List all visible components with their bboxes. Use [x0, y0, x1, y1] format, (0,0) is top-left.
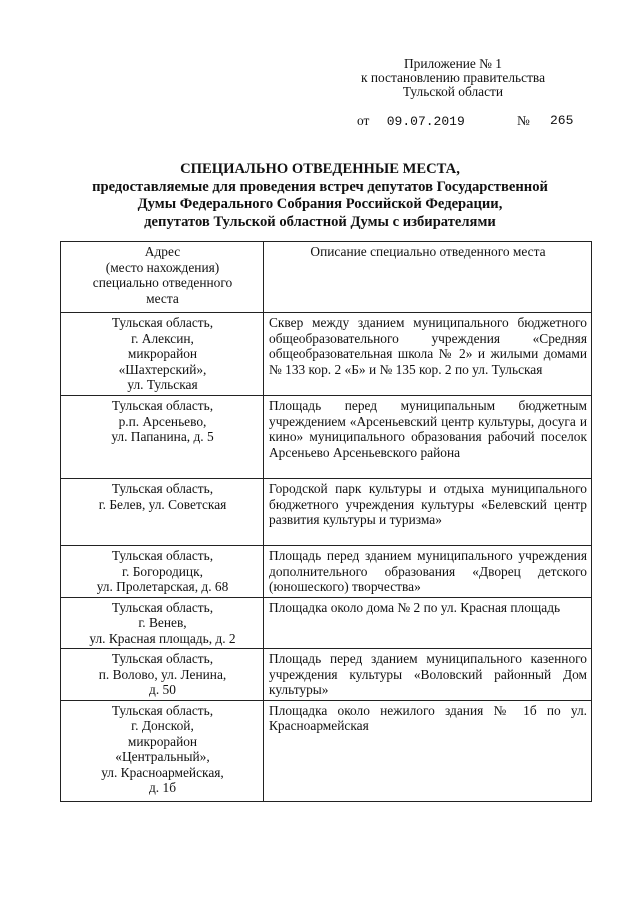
address-line: «Центральный», — [115, 749, 210, 764]
header-address-line: Адрес — [144, 244, 181, 259]
address-line: г. Донской, — [131, 718, 194, 733]
address-cell — [61, 597, 264, 649]
places-table — [60, 241, 592, 802]
address-line: п. Волово, ул. Ленина, — [98, 666, 227, 682]
table-row — [61, 546, 592, 598]
header-address-line: места — [146, 290, 179, 306]
address-line: ул. Пролетарская, д. 68 — [96, 579, 229, 594]
appendix-line: к постановлению правительства — [360, 70, 546, 85]
address-line: Тульская область, — [111, 481, 214, 496]
title-line: СПЕЦИАЛЬНО ОТВЕДЕННЫЕ МЕСТА, — [180, 161, 460, 177]
address-cell — [61, 479, 264, 546]
address-line: д. 50 — [149, 682, 176, 697]
address-line: г. Богородицк, — [122, 563, 203, 579]
description-cell: Площадь перед зданием муниципального казенного учреждения культуры «Воловский районный Дом культуры» — [264, 649, 592, 701]
table-header-row — [61, 242, 592, 313]
header-address-line: специально отведенного — [92, 275, 233, 290]
title-line: Думы Федерального Собрания Российской Федерации, — [137, 196, 503, 212]
description-cell: Площадь перед зданием муниципального учреждения дополнительного образования «Дворец детского (юношеского) творчества» — [264, 546, 592, 598]
address-line: Тульская область, — [111, 398, 214, 413]
address-cell — [61, 396, 264, 479]
description-cell: Площадка около нежилого здания № 1б по ул. Красноармейская — [264, 700, 592, 801]
address-line: Тульская область, — [111, 548, 214, 563]
table-row — [61, 597, 592, 649]
address-cell — [61, 546, 264, 598]
appendix-line: Приложение № 1 — [403, 56, 503, 71]
table-row — [61, 649, 592, 701]
resolution-date: 09.07.2019 — [386, 114, 465, 129]
description-cell: Площадка около дома № 2 по ул. Красная площадь — [264, 597, 592, 649]
address-cell — [61, 700, 264, 801]
address-line: Тульская область, — [111, 702, 214, 718]
address-line: р.п. Арсеньево, — [118, 413, 207, 429]
document-title — [60, 161, 580, 231]
address-line: г. Венев, — [138, 615, 187, 630]
address-line: Тульская область, — [111, 599, 214, 615]
title-line: депутатов Тульской областной Думы с избирателями — [144, 213, 496, 230]
address-line: Тульская область, — [111, 651, 214, 666]
address-cell — [61, 313, 264, 396]
address-line: г. Белев, ул. Советская — [98, 496, 227, 512]
header-address-line: (место нахождения) — [105, 259, 220, 275]
title-line: предоставляемые для проведения встреч депутатов Государственной — [92, 178, 548, 195]
header-description: Описание специально отведенного места — [264, 242, 592, 313]
description-cell: Городской парк культуры и отдыха муниципального бюджетного учреждения культуры «Белевский центр развития культуры и туризма» — [264, 479, 592, 546]
address-cell — [61, 649, 264, 701]
table-row — [61, 313, 592, 396]
address-line: микрорайон — [127, 733, 198, 749]
table-row — [61, 396, 592, 479]
resolution-number: 265 — [550, 113, 574, 128]
address-line: «Шахтерский», — [118, 361, 207, 377]
table-row — [61, 479, 592, 546]
header-address — [61, 242, 264, 313]
address-line: ул. Красноармейская, — [101, 764, 224, 780]
address-line: ул. Папанина, д. 5 — [111, 429, 214, 444]
address-line: д. 1б — [148, 780, 177, 795]
resolution-date-number — [357, 113, 574, 129]
address-line: микрорайон — [127, 346, 198, 361]
address-line: ул. Тульская — [127, 377, 198, 392]
number-sign: № — [517, 113, 530, 128]
address-line: ул. Красная площадь, д. 2 — [89, 630, 236, 646]
address-line: г. Алексин, — [131, 330, 194, 346]
description-cell: Сквер между зданием муниципального бюджетного общеобразовательного учреждения «Средняя общеобразовательная школа № 2» и жилыми домами № 133 кор. 2 «Б» и № 135 кор. 2 по ул. Тульская — [264, 313, 592, 396]
description-cell: Площадь перед муниципальным бюджетным учреждением «Арсеньевский центр культуры, досуга и кино» муниципального образования рабочий поселок Арсеньево Арсеньевского района — [264, 396, 592, 479]
appendix-line: Тульской области — [402, 84, 504, 99]
table-row — [61, 700, 592, 801]
appendix-header — [300, 57, 606, 99]
from-label: от — [357, 113, 370, 128]
address-line: Тульская область, — [111, 315, 214, 330]
